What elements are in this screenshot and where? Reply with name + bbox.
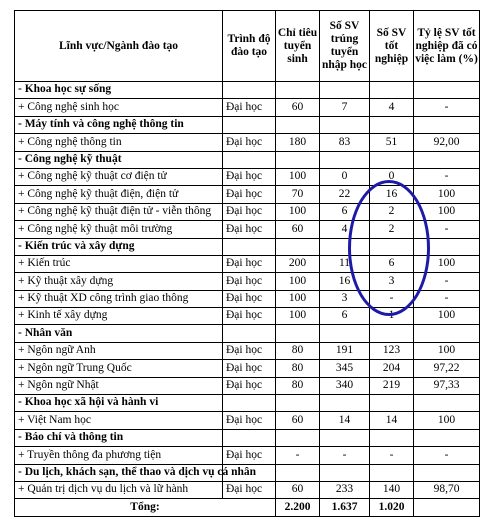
cell-quota: 100 <box>276 308 320 325</box>
total-quota: 2.200 <box>276 499 320 516</box>
empty-cell <box>276 116 320 133</box>
table-row <box>15 481 480 498</box>
cell-employed: 100 <box>414 255 480 272</box>
cell-admitted: 191 <box>320 342 370 359</box>
cell-admitted: 4 <box>320 221 370 238</box>
empty-cell <box>414 116 480 133</box>
cell-field: + Kinh tế xây dựng <box>15 308 223 325</box>
header-quota: Chỉ tiêu tuyển sinh <box>276 11 320 82</box>
cell-graduated: 4 <box>370 99 414 116</box>
cell-quota: 80 <box>276 360 320 377</box>
empty-cell <box>320 395 370 412</box>
cell-field: + Công nghệ kỹ thuật cơ điện tử <box>15 168 223 185</box>
empty-cell <box>223 429 276 446</box>
cell-admitted: 83 <box>320 134 370 151</box>
cell-level: Đại học <box>223 308 276 325</box>
cell-field: + Công nghệ thông tin <box>15 134 223 151</box>
table-row <box>15 447 480 464</box>
group-row <box>15 151 480 168</box>
cell-field: + Ngôn ngữ Nhật <box>15 377 223 394</box>
cell-field: + Kiến trúc <box>15 255 223 272</box>
cell-graduated: 0 <box>370 168 414 185</box>
table-row <box>15 377 480 394</box>
cell-graduated: - <box>370 290 414 307</box>
cell-level: Đại học <box>223 255 276 272</box>
cell-level: Đại học <box>223 360 276 377</box>
cell-graduated: 2 <box>370 203 414 220</box>
cell-quota: 70 <box>276 186 320 203</box>
empty-cell <box>223 238 276 255</box>
empty-cell <box>223 116 276 133</box>
empty-cell <box>414 325 480 342</box>
cell-graduated: 3 <box>370 273 414 290</box>
cell-field: + Công nghệ kỹ thuật điện tử - viễn thông <box>15 203 223 220</box>
empty-cell <box>276 395 320 412</box>
table-row <box>15 99 480 116</box>
group-row <box>15 82 480 99</box>
cell-employed: 92,00 <box>414 134 480 151</box>
empty-cell <box>414 464 480 481</box>
empty-cell <box>414 395 480 412</box>
cell-admitted: 6 <box>320 203 370 220</box>
cell-graduated: 123 <box>370 342 414 359</box>
cell-graduated: 219 <box>370 377 414 394</box>
cell-level: Đại học <box>223 186 276 203</box>
empty-cell <box>276 82 320 99</box>
table-row <box>15 342 480 359</box>
cell-graduated: 6 <box>370 255 414 272</box>
group-label: - Báo chí và thông tin <box>15 429 223 446</box>
empty-cell <box>320 464 370 481</box>
cell-graduated: 2 <box>370 221 414 238</box>
cell-graduated: - <box>370 447 414 464</box>
group-row <box>15 395 480 412</box>
cell-field: + Ngôn ngữ Anh <box>15 342 223 359</box>
empty-cell <box>276 429 320 446</box>
cell-quota: 60 <box>276 412 320 429</box>
cell-admitted: 0 <box>320 168 370 185</box>
cell-level: Đại học <box>223 203 276 220</box>
cell-level: Đại học <box>223 168 276 185</box>
cell-quota: 100 <box>276 273 320 290</box>
group-label: - Máy tính và công nghệ thông tin <box>15 116 223 133</box>
cell-employed: - <box>414 99 480 116</box>
cell-quota: 200 <box>276 255 320 272</box>
empty-cell <box>370 429 414 446</box>
cell-admitted: 22 <box>320 186 370 203</box>
empty-cell <box>276 464 320 481</box>
table-row <box>15 308 480 325</box>
header-level: Trình độ đào tạo <box>223 11 276 82</box>
table-row <box>15 134 480 151</box>
header-row <box>15 11 480 82</box>
cell-quota: 80 <box>276 377 320 394</box>
cell-field: + Công nghệ kỹ thuật điện, điện tử <box>15 186 223 203</box>
cell-level: Đại học <box>223 412 276 429</box>
empty-cell <box>414 499 480 516</box>
group-row <box>15 464 480 481</box>
cell-graduated: 51 <box>370 134 414 151</box>
cell-field: + Ngôn ngữ Trung Quốc <box>15 360 223 377</box>
cell-quota: 60 <box>276 481 320 498</box>
cell-field: + Công nghệ sinh học <box>15 99 223 116</box>
group-row <box>15 116 480 133</box>
cell-field: + Quản trị dịch vụ du lịch và lữ hành <box>15 481 223 498</box>
cell-quota: - <box>276 447 320 464</box>
group-label: - Nhân văn <box>15 325 223 342</box>
cell-employed: - <box>414 273 480 290</box>
cell-level: Đại học <box>223 273 276 290</box>
cell-quota: 100 <box>276 168 320 185</box>
table-row <box>15 360 480 377</box>
cell-admitted: 345 <box>320 360 370 377</box>
cell-graduated: 16 <box>370 186 414 203</box>
group-row <box>15 325 480 342</box>
cell-quota: 60 <box>276 99 320 116</box>
empty-cell <box>370 464 414 481</box>
group-label: - Kiến trúc và xây dựng <box>15 238 223 255</box>
empty-cell <box>223 151 276 168</box>
empty-cell <box>370 325 414 342</box>
cell-employed: 100 <box>414 412 480 429</box>
group-label: - Khoa học xã hội và hành vi <box>15 395 223 412</box>
empty-cell <box>414 429 480 446</box>
empty-cell <box>223 395 276 412</box>
cell-admitted: - <box>320 447 370 464</box>
cell-admitted: 14 <box>320 412 370 429</box>
cell-level: Đại học <box>223 221 276 238</box>
group-label: - Khoa học sự sống <box>15 82 223 99</box>
empty-cell <box>370 395 414 412</box>
empty-cell <box>414 151 480 168</box>
cell-field: + Việt Nam học <box>15 412 223 429</box>
empty-cell <box>370 116 414 133</box>
cell-field: + Công nghệ kỹ thuật môi trường <box>15 221 223 238</box>
cell-level: Đại học <box>223 447 276 464</box>
empty-cell <box>370 151 414 168</box>
cell-admitted: 11 <box>320 255 370 272</box>
empty-cell <box>320 325 370 342</box>
cell-admitted: 3 <box>320 290 370 307</box>
cell-quota: 80 <box>276 342 320 359</box>
cell-level: Đại học <box>223 481 276 498</box>
empty-cell <box>320 82 370 99</box>
empty-cell <box>320 151 370 168</box>
cell-graduated: 140 <box>370 481 414 498</box>
cell-level: Đại học <box>223 290 276 307</box>
cell-employed: - <box>414 168 480 185</box>
cell-level: Đại học <box>223 342 276 359</box>
empty-cell <box>223 82 276 99</box>
total-admitted: 1.637 <box>320 499 370 516</box>
group-row <box>15 429 480 446</box>
cell-employed: 97,22 <box>414 360 480 377</box>
empty-cell <box>320 116 370 133</box>
empty-cell <box>370 82 414 99</box>
cell-employed: - <box>414 221 480 238</box>
table-row <box>15 168 480 185</box>
cell-employed: 98,70 <box>414 481 480 498</box>
cell-graduated: 1 <box>370 308 414 325</box>
cell-admitted: 6 <box>320 308 370 325</box>
cell-graduated: 204 <box>370 360 414 377</box>
header-graduated: Số SV tốt nghiệp <box>370 11 414 82</box>
cell-level: Đại học <box>223 134 276 151</box>
empty-cell <box>276 238 320 255</box>
hand-drawn-ellipse-annotation <box>348 180 430 316</box>
table-row <box>15 412 480 429</box>
cell-employed: 100 <box>414 308 480 325</box>
group-label: - Du lịch, khách sạn, thể thao và dịch vụ cá nhân <box>15 464 223 481</box>
cell-quota: 60 <box>276 221 320 238</box>
cell-admitted: 233 <box>320 481 370 498</box>
cell-admitted: 7 <box>320 99 370 116</box>
group-label: - Công nghệ kỹ thuật <box>15 151 223 168</box>
header-admitted: Số SV trúng tuyển nhập học <box>320 11 370 82</box>
cell-employed: 100 <box>414 186 480 203</box>
empty-cell <box>276 151 320 168</box>
empty-cell <box>223 325 276 342</box>
cell-employed: 97,33 <box>414 377 480 394</box>
cell-level: Đại học <box>223 99 276 116</box>
header-field: Lĩnh vực/Ngành đào tạo <box>15 11 223 82</box>
cell-quota: 180 <box>276 134 320 151</box>
empty-cell <box>414 82 480 99</box>
cell-graduated: 14 <box>370 412 414 429</box>
cell-field: + Kỹ thuật XD công trình giao thông <box>15 290 223 307</box>
cell-employed: - <box>414 447 480 464</box>
cell-field: + Truyền thông đa phương tiện <box>15 447 223 464</box>
total-row <box>15 499 480 516</box>
cell-admitted: 340 <box>320 377 370 394</box>
cell-employed: 100 <box>414 203 480 220</box>
total-graduated: 1.020 <box>370 499 414 516</box>
cell-employed: 100 <box>414 342 480 359</box>
cell-admitted: 16 <box>320 273 370 290</box>
total-label: Tổng: <box>15 499 276 516</box>
cell-level: Đại học <box>223 377 276 394</box>
header-employed: Tỷ lệ SV tốt nghiệp đã có việc làm (%) <box>414 11 480 82</box>
cell-quota: 100 <box>276 290 320 307</box>
empty-cell <box>320 429 370 446</box>
empty-cell <box>276 325 320 342</box>
cell-field: + Kỹ thuật xây dựng <box>15 273 223 290</box>
cell-quota: 100 <box>276 203 320 220</box>
cell-employed: - <box>414 290 480 307</box>
